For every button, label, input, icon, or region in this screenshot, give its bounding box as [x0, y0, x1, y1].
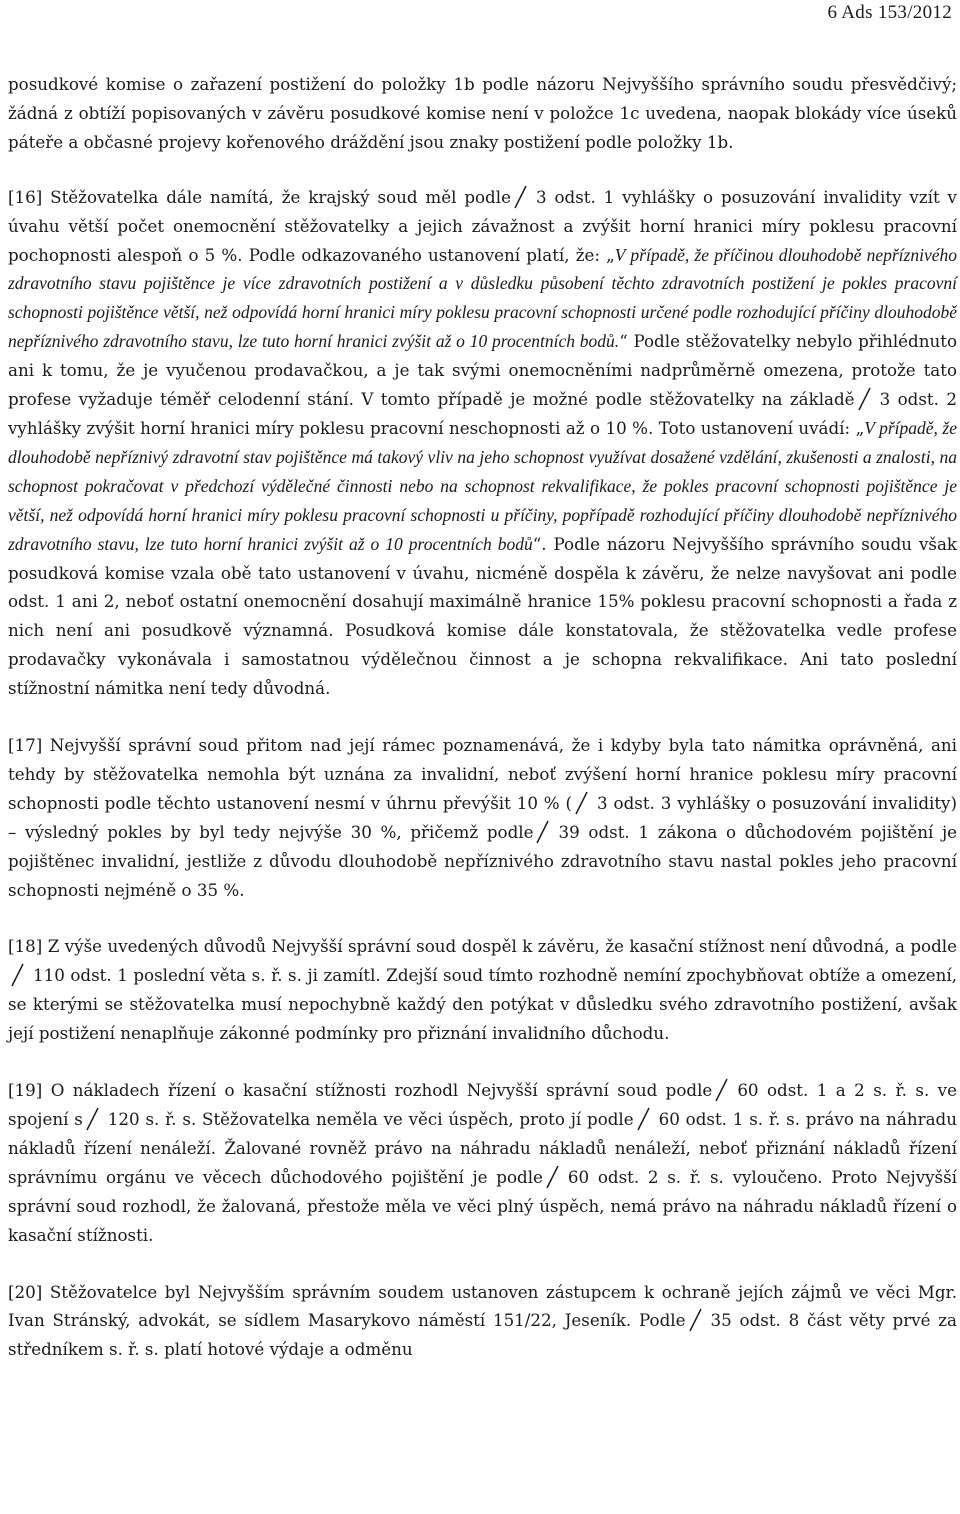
text-run: “ Podle stěžovatelky nebylo přihlédnuto ani k tomu, že je vyučenou prodavačkou, a je tak svými onemocněními nadprůměrně omezena, protože tato profese vyžaduje téměř celodenní stání. V tomto případě je možné podle stěžovatelky na základě — [8, 331, 957, 410]
quoted-provision: V případě, že dlouhodobě nepříznivý zdravotní stav pojištěnce má takový vliv na jeho schopnost využívat dosažené vzdělání, zkušenosti a znalosti, na schopnost pokračovat v předchozí výdělečné činnosti nebo na schopnost rekvalifikace, že pokles pracovní schopnosti pojištěnce je větší, než odpovídá horní hranici míry poklesu pracovní schopnosti u příčiny, popřípadě rozhodující příčiny dlouhodobě nepříznivého zdravotního stavu, lze tuto horní hranici zvýšit až o 10 procentních bodů — [8, 417, 957, 554]
paragraph-19 — [8, 1076, 957, 1249]
text-run: “. Podle názoru Nejvyššího správního soudu však posudková komise vzala obě tato ustanovení v úvahu, nicméně dospěla k závěru, že nelze navyšovat ani podle odst. 1 ani 2, neboť ostatní onemocnění dosahují maximálně hranice 15% poklesu pracovní schopnosti a řada z nich není ani posudkově významná. Posudková komise dále konstatovala, že stěžovatelka vedle profese prodavačky vykonávala i samostatnou výdělečnou činnost a je schopna rekvalifikace. Ani tato poslední stížnostní námitka není tedy důvodná. — [8, 533, 957, 699]
section-mark-icon — [10, 963, 25, 987]
text-run: [16] Stěžovatelka dále namítá, že krajský soud měl podle — [8, 186, 511, 207]
section-mark-icon — [513, 185, 528, 209]
section-mark-icon — [574, 791, 589, 815]
text-run: [19] O nákladech řízení o kasační stížnosti rozhodl Nejvyšší správní soud podle — [8, 1080, 713, 1101]
text-run: 3 odst. 1 vyhlášky o posuzování invalidity vzít v úvahu větší počet onemocnění stěžovatelky a jejich závažnost a zvýšit horní hranici míry poklesu pracovní pochopnosti alespoň o 5 %. Podle odkazovaného ustanovení platí, že: „ — [8, 186, 957, 265]
section-mark-icon — [535, 820, 550, 844]
text-run: 39 odst. 1 zákona o důchodovém pojištění je pojištěnec invalidní, jestliže z důvodu dlouhodobě nepříznivého zdravotního stavu nastal pokles jeho pracovní schopnosti nejméně o 35 %. — [8, 821, 958, 900]
section-mark-icon — [85, 1107, 100, 1131]
text-run: [20] Stěžovatelce byl Nejvyšším správním soudem ustanoven zástupcem k ochraně jejích zájmů ve věci Mgr. Ivan Stránský, advokát, se sídlem Masarykovo náměstí 151/22, Jeseník. Podle — [8, 1281, 957, 1331]
paragraph-17 — [8, 731, 957, 904]
text-run: posudkové komise o zařazení postižení do položky 1b podle názoru Nejvyššího správního soudu přesvědčivý; žádná z obtíží popisovaných v závěru posudkové komise není v položce 1c uvedena, naopak blokády více úseků páteře a občasné projevy kořenového dráždění jsou znaky postižení podle položky 1b. — [8, 74, 957, 152]
text-run: 120 s. ř. s. Stěžovatelka neměla ve věci úspěch, proto jí podle — [107, 1109, 634, 1129]
text-run: 60 odst. 1 a 2 s. ř. s. ve spojení s — [8, 1080, 957, 1129]
quoted-provision: V případě, že příčinou dlouhodobě nepříznivého zdravotního stavu pojištěnce je více zdravotních postižení a v důsledku působení těchto zdravotních postižení je pokles pracovní schopnosti pojištěnce větší, než odpovídá horní hranici míry poklesu pracovní schopnosti určené podle rozhodující příčiny dlouhodobě nepříznivého zdravotního stavu, lze tuto horní hranici zvýšit až o 10 procentních bodů. — [8, 244, 957, 352]
paragraph-continued — [8, 70, 957, 157]
case-reference: 6 Ads 153/2012 — [827, 2, 952, 23]
section-mark-icon — [545, 1165, 560, 1189]
text-run: 60 odst. 1 s. ř. s. právo na náhradu nákladů řízení nenáleží. Žalované rovněž právo na náhradu nákladů nenáleží, neboť přiznání nákladů řízení správnímu orgánu ve věcech důchodového pojištění je podle — [8, 1109, 957, 1187]
text-run: 3 odst. 3 vyhlášky o posuzování invalidity) – výsledný pokles by byl tedy nejvýše 30 %, přičemž podle — [8, 792, 957, 842]
text-run: 3 odst. 2 vyhlášky zvýšit horní hranici míry poklesu pracovní neschopnosti až o 10 %. Toto ustanovení uvádí: „ — [8, 389, 957, 438]
section-mark-icon — [636, 1107, 651, 1131]
text-run: 35 odst. 8 část věty prvé za středníkem s. ř. s. platí hotové výdaje a odměnu — [8, 1310, 958, 1360]
section-mark-icon — [714, 1078, 729, 1102]
paragraph-20 — [8, 1278, 957, 1365]
text-run: 110 odst. 1 poslední věta s. ř. s. ji zamítl. Zdejší soud tímto rozhodně nemíní zpochybňovat obtíže a omezení, se kterými se stěžovatelka musí nepochybně každý den potýkat v důsledku svého zdravotního postižení, avšak její postižení nenaplňuje zákonné podmínky pro přiznání invalidního důchodu. — [8, 965, 957, 1044]
section-mark-icon — [857, 387, 872, 411]
section-mark-icon — [688, 1308, 703, 1332]
document-body — [8, 70, 957, 1392]
text-run: 60 odst. 2 s. ř. s. vyloučeno. Proto Nejvyšší správní soud rozhodl, že žalovaná, přestože měla ve věci plný úspěch, nemá právo na náhradu nákladů řízení o kasační stížnosti. — [8, 1166, 958, 1245]
text-run: [17] Nejvyšší správní soud přitom nad její rámec poznamenává, že i kdyby byla tato námitka oprávněná, ani tehdy by stěžovatelka nemohla být uznána za invalidní, neboť zvýšení horní hranice poklesu míry pracovní schopnosti podle těchto ustanovení nesmí v úhrnu převýšit 10 % ( — [8, 735, 957, 813]
paragraph-16 — [8, 183, 957, 703]
text-run: [18] Z výše uvedených důvodů Nejvyšší správní soud dospěl k závěru, že kasační stížnost není důvodná, a podle — [8, 936, 957, 957]
paragraph-18 — [8, 932, 957, 1048]
